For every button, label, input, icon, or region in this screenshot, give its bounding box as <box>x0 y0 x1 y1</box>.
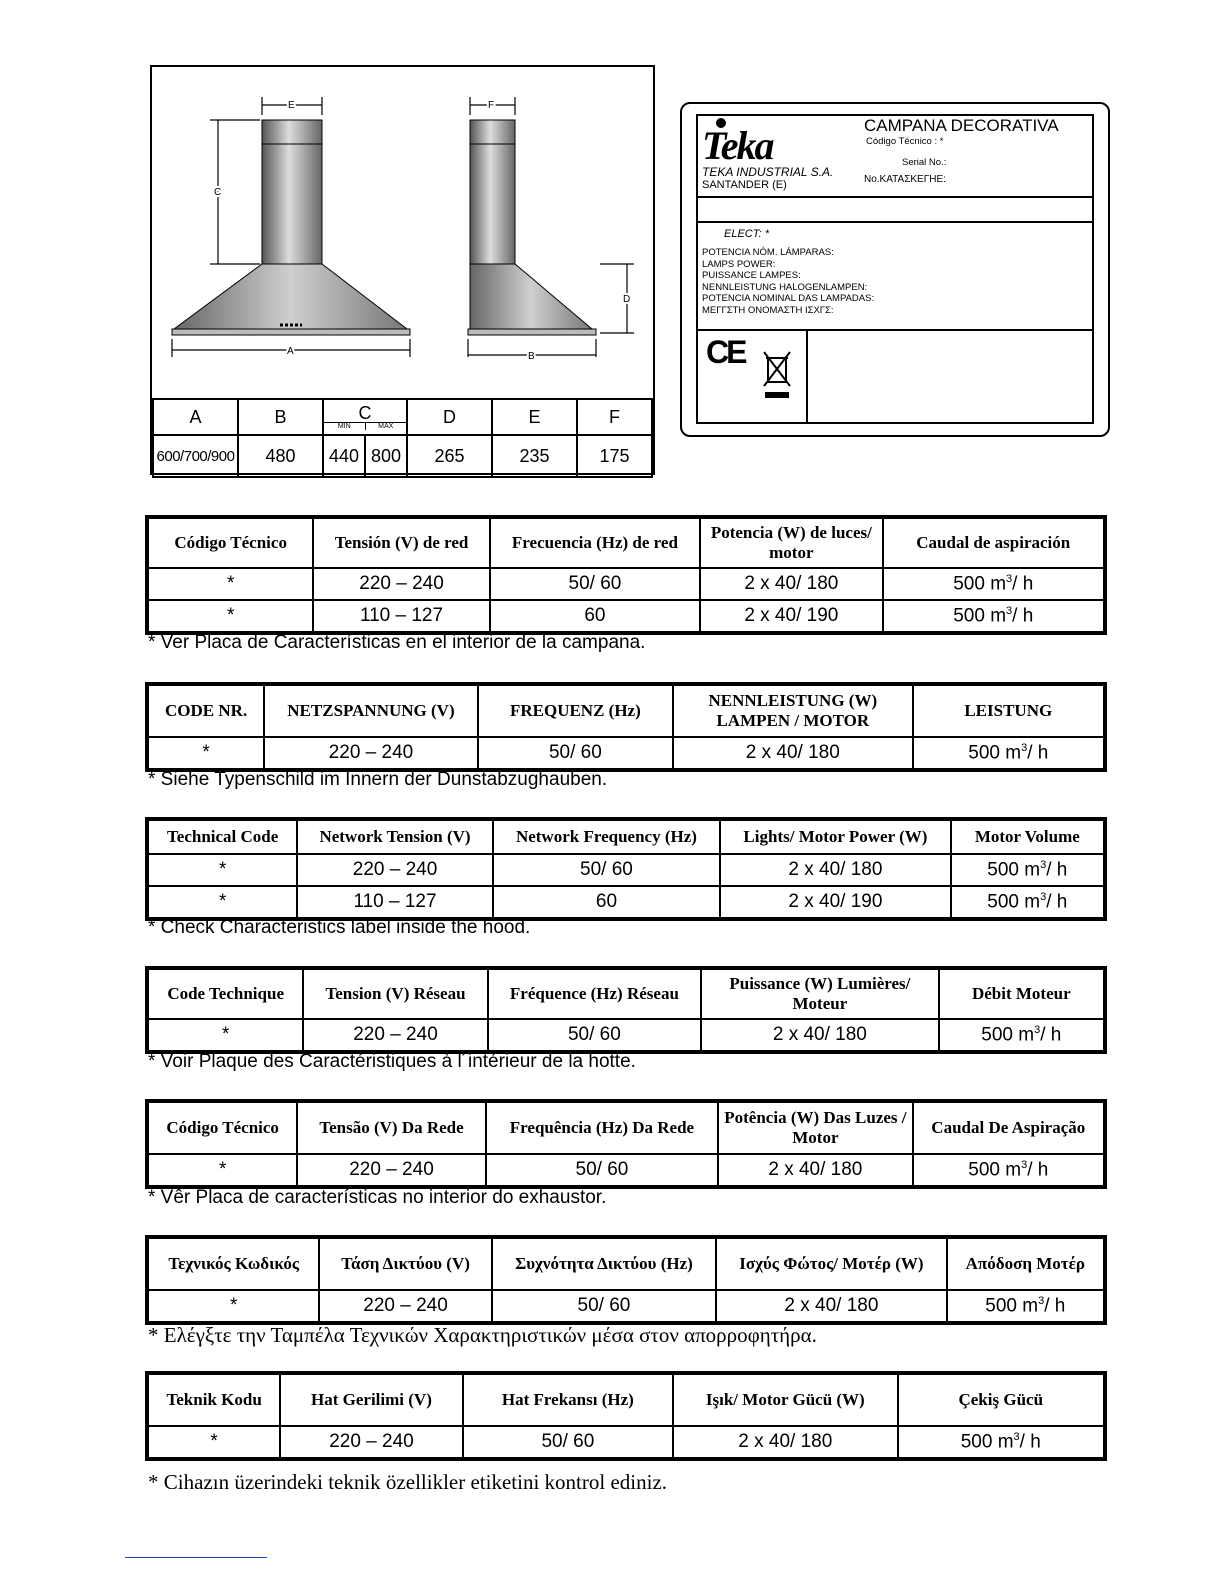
table-row <box>147 886 1105 919</box>
spec-cell: 2 x 40/ 180 <box>716 1290 946 1323</box>
spec-table-3 <box>145 817 1107 921</box>
spec-header-cell: CODE NR. <box>147 684 264 737</box>
dim-header-a: A <box>153 399 238 435</box>
teka-logo: Teka <box>702 123 773 168</box>
spec-header-cell: NETZSPANNUNG (V) <box>264 684 477 737</box>
spec-header-cell: Caudal de aspiración <box>883 517 1105 568</box>
spec-cell: 220 – 240 <box>319 1290 491 1323</box>
spec-cell: 50/ 60 <box>463 1426 673 1459</box>
table-row <box>147 600 1105 633</box>
spec-cell: * <box>147 568 313 600</box>
plate-company: TEKA INDUSTRIAL S.A. <box>702 165 834 179</box>
dim-label-c: C <box>214 187 222 198</box>
spec-cell: 2 x 40/ 180 <box>701 1019 938 1052</box>
spec-cell: 50/ 60 <box>488 1019 701 1052</box>
spec-cell: 2 x 40/ 180 <box>673 1426 897 1459</box>
spec-header-cell: Débit Moteur <box>939 968 1105 1019</box>
spec-header-cell: Çekiş Gücü <box>898 1373 1105 1426</box>
spec-cell: 220 – 240 <box>313 568 489 600</box>
spec-header-cell: Code Technique <box>147 968 303 1019</box>
plate-serial: Serial No.: <box>902 157 947 168</box>
plate-title: CAMPANA DECORATIVA <box>864 116 1059 135</box>
spec-cell: 2 x 40/ 190 <box>720 886 950 919</box>
spec-cell: 50/ 60 <box>492 1290 716 1323</box>
footer-rule <box>125 1557 267 1558</box>
spec-cell: 50/ 60 <box>486 1154 718 1187</box>
spec-table-6 <box>145 1235 1107 1325</box>
spec-note: * Voir Plaque des Caractéristiques à l´intérieur de la hotte. <box>148 1051 636 1072</box>
spec-header-cell: Fréquence (Hz) Réseau <box>488 968 701 1019</box>
spec-note: * Check Characteristics label inside the hood. <box>148 917 531 938</box>
plate-city: SANTANDER (E) <box>702 179 787 191</box>
dim-header-c: C MIN MAX <box>323 399 407 435</box>
spec-header-cell: Frecuencia (Hz) de red <box>490 517 700 568</box>
table-row <box>147 1019 1105 1052</box>
spec-header-cell: Hat Gerilimi (V) <box>280 1373 462 1426</box>
dim-value-c-min: 440 <box>323 435 365 477</box>
spec-header-cell: NENNLEISTUNG (W) LAMPEN / MOTOR <box>673 684 912 737</box>
spec-cell: 2 x 40/ 190 <box>700 600 882 633</box>
spec-header-cell: Potencia (W) de luces/ motor <box>700 517 882 568</box>
spec-note: * Siehe Typenschild im Innern der Dunstabzughauben. <box>148 769 608 790</box>
spec-header-cell: Απόδοση Μοτέρ <box>947 1237 1105 1290</box>
table-row <box>147 1426 1105 1459</box>
dim-header-f: F <box>577 399 652 435</box>
dim-c-min-label: MIN <box>324 423 366 430</box>
spec-cell: * <box>147 886 297 919</box>
spec-table-1 <box>145 515 1107 635</box>
dimensions-table <box>152 398 653 478</box>
spec-header-cell: Tension (V) Réseau <box>303 968 487 1019</box>
dim-label-d: D <box>623 294 631 305</box>
spec-cell: 220 – 240 <box>297 854 492 886</box>
spec-cell: 500 $m^3/$ h <box>883 600 1105 633</box>
spec-cell: 2 x 40/ 180 <box>673 737 912 770</box>
dim-header-b: B <box>238 399 323 435</box>
spec-header-cell: Hat Frekansı (Hz) <box>463 1373 673 1426</box>
spec-cell: * <box>147 854 297 886</box>
spec-cell: 500 $m^3/$ h <box>947 1290 1105 1323</box>
spec-cell: 50/ 60 <box>478 737 673 770</box>
table-row <box>147 568 1105 600</box>
spec-cell: 50/ 60 <box>490 568 700 600</box>
table-row <box>147 854 1105 886</box>
spec-note: * Ver Placa de Características en el interior de la campana. <box>148 632 646 653</box>
spec-cell: 2 x 40/ 180 <box>718 1154 912 1187</box>
spec-cell: 2 x 40/ 180 <box>720 854 950 886</box>
hood-drawing <box>150 65 655 475</box>
spec-header-cell: Τεχνικός Κωδικός <box>147 1237 319 1290</box>
spec-header-cell: Ισχύς Φώτος/ Μοτέρ (W) <box>716 1237 946 1290</box>
spec-cell: * <box>147 737 264 770</box>
spec-cell: 220 – 240 <box>280 1426 462 1459</box>
spec-header-cell: Lights/ Motor Power (W) <box>720 819 950 854</box>
spec-cell: 220 – 240 <box>303 1019 487 1052</box>
spec-header-cell: FREQUENZ (Hz) <box>478 684 673 737</box>
spec-header-cell: Teknik Kodu <box>147 1373 280 1426</box>
dim-value-e: 235 <box>492 435 577 477</box>
spec-header-cell: Frequência (Hz) Da Rede <box>486 1101 718 1154</box>
spec-cell: 500 $m^3/$ h <box>898 1426 1105 1459</box>
spec-table-5 <box>145 1099 1107 1189</box>
rating-plate <box>680 102 1110 437</box>
dim-value-c-max: 800 <box>365 435 407 477</box>
spec-header-cell: LEISTUNG <box>913 684 1105 737</box>
dim-label-e: E <box>288 100 295 111</box>
spec-cell: * <box>147 1290 319 1323</box>
dim-header-d: D <box>407 399 492 435</box>
spec-cell: * <box>147 1019 303 1052</box>
spec-table-4 <box>145 966 1107 1054</box>
spec-cell: 220 – 240 <box>264 737 477 770</box>
dim-value-a: 600/700/900 <box>153 435 238 477</box>
spec-header-cell: Network Frequency (Hz) <box>493 819 720 854</box>
spec-cell: 500 $m^3/$ h <box>951 886 1105 919</box>
weee-bin-icon <box>762 350 792 405</box>
plate-serial-gr: No.ΚΑΤΑΣΚΕΓΗΕ: <box>864 174 946 185</box>
spec-header-cell: Caudal De Aspiração <box>913 1101 1105 1154</box>
spec-cell: 60 <box>493 886 720 919</box>
spec-cell: 2 x 40/ 180 <box>700 568 882 600</box>
dim-label-b: B <box>528 351 535 362</box>
table-row <box>147 1290 1105 1323</box>
spec-header-cell: Motor Volume <box>951 819 1105 854</box>
table-row <box>147 737 1105 770</box>
dim-label-a: A <box>287 346 294 357</box>
spec-header-cell: Tensión (V) de red <box>313 517 489 568</box>
spec-cell: * <box>147 600 313 633</box>
spec-cell: 50/ 60 <box>493 854 720 886</box>
spec-header-cell: Işık/ Motor Gücü (W) <box>673 1373 897 1426</box>
spec-note: * Vêr Placa de características no interior do exhaustor. <box>148 1187 607 1208</box>
spec-cell: * <box>147 1426 280 1459</box>
plate-elect: ELECT: * <box>724 228 770 240</box>
spec-header-cell: Network Tension (V) <box>297 819 492 854</box>
spec-cell: * <box>147 1154 297 1187</box>
spec-cell: 220 – 240 <box>297 1154 485 1187</box>
dim-c-max-label: MAX <box>378 423 394 430</box>
table-row <box>147 1154 1105 1187</box>
dim-label-f: F <box>488 100 495 111</box>
spec-header-cell: Technical Code <box>147 819 297 854</box>
plate-codigo: Código Técnico : * <box>866 136 944 147</box>
ce-mark: CE <box>706 334 745 370</box>
dim-value-f: 175 <box>577 435 652 477</box>
spec-table-7 <box>145 1371 1107 1461</box>
spec-cell: 500 $m^3/$ h <box>883 568 1105 600</box>
spec-cell: 110 – 127 <box>313 600 489 633</box>
spec-note: * Ελέγξτε την Ταμπέλα Τεχνικών Χαρακτηριστικών μέσα στον απορροφητήρα. <box>148 1323 817 1347</box>
hood-diagram <box>152 67 653 398</box>
plate-lamps-list: POTENCIA NÓM. LÁMPARAS: LAMPS POWER: PUISSANCE LAMPES: NENNLEISTUNG HALOGENLAMPEN: POTENCIA NOMINAL DAS LAMPADAS: ΜΕΓΓΣΤΗ ΟΝΟΜΑΣΤΗ ΙΣΧΓΣ: <box>702 247 875 316</box>
spec-header-cell: Συχνότητα Δικτύου (Hz) <box>492 1237 716 1290</box>
spec-cell: 60 <box>490 600 700 633</box>
spec-cell: 500 $m^3/$ h <box>913 737 1105 770</box>
spec-header-cell: Puissance (W) Lumières/ Moteur <box>701 968 938 1019</box>
spec-header-cell: Código Técnico <box>147 1101 297 1154</box>
spec-header-cell: Código Técnico <box>147 517 313 568</box>
spec-cell: 110 – 127 <box>297 886 492 919</box>
spec-note: * Cihazın üzerindeki teknik özellikler etiketini kontrol ediniz. <box>148 1470 668 1494</box>
spec-cell: 500 $m^3/$ h <box>939 1019 1105 1052</box>
spec-cell: 500 $m^3/$ h <box>913 1154 1105 1187</box>
dim-value-b: 480 <box>238 435 323 477</box>
spec-cell: 500 $m^3/$ h <box>951 854 1105 886</box>
dim-header-e: E <box>492 399 577 435</box>
dim-value-d: 265 <box>407 435 492 477</box>
spec-header-cell: Tensão (V) Da Rede <box>297 1101 485 1154</box>
spec-header-cell: Potência (W) Das Luzes / Motor <box>718 1101 912 1154</box>
spec-table-2 <box>145 682 1107 772</box>
spec-header-cell: Τάση Δικτύου (V) <box>319 1237 491 1290</box>
